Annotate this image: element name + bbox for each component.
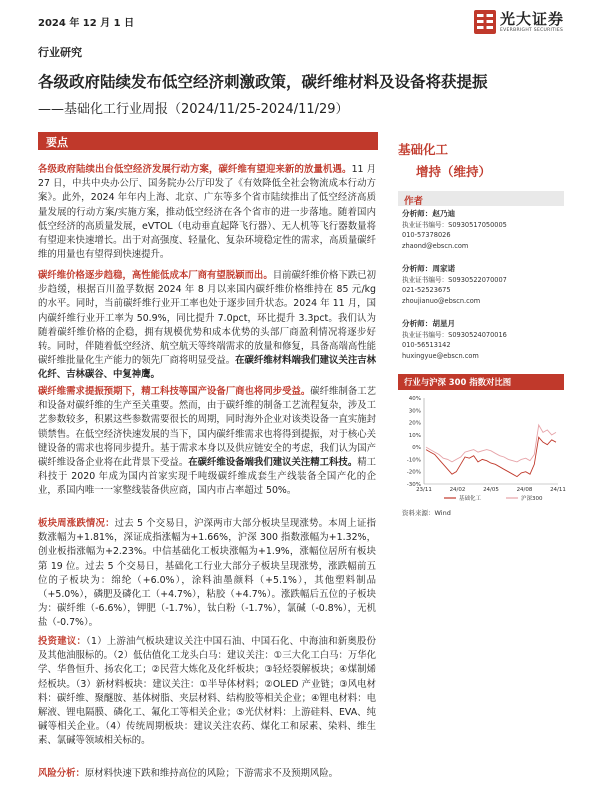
legend-label: 基础化工 [459,496,482,502]
analyst-role: 分析师： [402,319,433,328]
paragraph-market [38,517,376,631]
x-tick-label: 24/08 [516,487,533,493]
paragraph-text: 过去 5 个交易日，沪深两市大部分板块呈现涨势。本周上证指数涨幅为+1.81%，深证成指涨幅为+1.66%，沪深 300 指数涨幅为+1.32%，创业板指涨幅为+2.23%。中信基础化工板块涨幅为+1.9%，涨幅位居所有板块第 19 位。过去 5 个交易日，基础化工行业大部分子板块呈现涨势，涨跌幅前五位的子板块为：绵纶（+6.0%），涂料油墨颜料（+5.1%），其他塑料制品（+5.0%），磷肥及磷化工（+4.7%），粘胶（+4.7%）。涨跌幅后五位的子板块为：碳纤维（-6.6%），钾肥（-1.7%），钛白粉（-1.7%），氯碱（-0.8%），无机盐（-0.7%）。 [38,518,376,629]
legend-label: 沪深300 [521,496,543,502]
series-line [426,437,556,476]
authors-header [398,191,564,206]
rating: 增持（维持） [416,164,492,179]
analyst-email[interactable]: zhoujianuo@ebscn.com [402,296,481,305]
x-tick-label: 24/11 [550,487,566,493]
paragraph-lead: 碳纤维需求提振预期下，精工科技等国产设备厂商也将同步受益。 [38,386,311,397]
analyst-cert: 执业证书编号：S0930524070016 [402,330,507,339]
keypoints-header [38,132,378,150]
paragraph-text: （1）上游油气板块建议关注中国石油、中国石化、中海油和新奥股份及其他油服标的。（2）低估值化工龙头白马：建议关注：①三大化工白马：万华化学、华鲁恒升、扬农化工；②民营大炼化及化纤板块；③轻烃裂解板块；④煤制烯烃板块。（3）新材料板块：建议关注：①半导体材料；②OLED 产业链；③风电材料：碳纤维、聚醚胺、基体树脂、夹层材料、结构胶等相关企业；④锂电材料：电解液、锂电隔膜、磷化工、氟化工等相关企业；⑤光伏材料：上游硅料、EVA、纯碱等相关企业。（4）传统周期板块：建议关注农药、煤化工和尿素、染料、维生素、氯碱等领域相关标的。 [38,636,376,747]
sector-name: 基础化工 [398,142,449,157]
report-category: 行业研究 [38,46,82,59]
paragraph-tail: 在碳纤维材料端我们建议关注吉林化纤、吉林碳谷、中复神鹰。 [38,355,376,381]
analyst-card [402,319,570,361]
paragraph-policy [38,163,376,262]
report-title: 各级政府陆续发布低空经济刺激政策，碳纤维材料及设备将获提振 [38,73,488,91]
analyst-phone: 010-56513142 [402,341,451,349]
analyst-cert: 执业证书编号：S0930522070007 [402,275,507,284]
report-date: 2024 年 12 月 1 日 [38,18,135,29]
everbright-logo-icon [474,10,496,34]
y-tick-label: 20% [408,420,421,427]
paragraph-price [38,269,376,383]
y-tick-label: 30% [408,408,421,415]
paragraph-text-2: 精工科技于 2020 年成为国内首家实现千吨级碳纤维成套生产线装备全国产化的企业，系国内唯一一家整线装备供应商，国内市占率超过 50%。 [38,457,376,497]
analyst-email[interactable]: zhaond@ebscn.com [402,241,469,250]
logo-english: EVERBRIGHT SECURITIES [500,28,564,33]
y-tick-label: -20% [406,469,421,476]
logo [474,8,566,38]
x-tick-label: 23/11 [416,487,432,493]
analyst-name: 胡星月 [432,319,456,328]
paragraph-risk [38,767,376,781]
authors-label: 作者 [404,196,424,207]
paragraph-investment [38,635,376,749]
chart-header [398,374,564,390]
keypoints-label: 要点 [46,136,68,149]
x-tick-label: 24/05 [483,487,499,493]
paragraph-tail: 在碳纤维设备端我们建议关注精工科技。 [188,457,358,469]
analyst-name: 周家诺 [432,264,456,273]
x-tick-label: 24/02 [449,487,466,493]
paragraph-text: 11 月 27 日，中共中央办公厅、国务院办公厅印发了《有效降低全社会物流成本行动方案》。此外，2024 年年内上海、北京、广东等多个省市陆续推出了低空经济高质量发展的行动方案/实施方案，推动低空经济在各个省市的进一步落地。随着国内低空经济的高质量发展，eVTOL（电动垂直起降飞行器）、无人机等飞行器数量将有望迎来快速增长。出于对高强度、轻量化、复杂环境稳定性的需求，高质量碳纤维的用量也有望得到快速提升。 [38,164,376,261]
paragraph-lead: 碳纤维价格逐步趋稳，高性能低成本厂商有望脱颖而出。 [38,270,273,281]
analyst-phone: 021-52523675 [402,286,451,294]
paragraph-text: 原材料快速下跌和维持高位的风险；下游需求不及预期风险。 [84,768,339,779]
analyst-phone: 010-57378026 [402,231,451,239]
y-tick-label: -10% [406,457,421,464]
industry-vs-hs300-chart [398,392,564,504]
y-tick-label: 40% [408,396,421,402]
paragraph-text: 目前碳纤维价格下跌已初步趋缓，根据百川盈孚数据 2024 年 8 月以来国内碳纤维价格维持在 85 元/kg 的水平。同时，当前碳纤维行业开工率也处于逐步回升状态。2024 年 11 月，国内碳纤维行业开工率为 50.9%，同比提升 7.0pct，环比提升 3.3pct。我们认为随着碳纤维价格的企稳，拥有规模优势和成本优势的头部厂商盈利情况将逐步好转。同时，伴随着低空经济、航空航天等终端需求的放量和修复，具备高端高性能碳纤维批量化生产能力的领先厂商将明显受益。 [38,270,376,367]
analyst-role: 分析师： [402,264,433,273]
report-subtitle: ——基础化工行业周报（2024/11/25-2024/11/29） [38,102,349,117]
analyst-cert: 执业证书编号：S0930517050005 [402,220,507,229]
chart-title: 行业与沪深 300 指数对比图 [404,377,512,387]
paragraph-lead: 投资建议： [38,636,87,647]
analyst-role: 分析师： [402,209,433,218]
paragraph-text: 碳纤维制备工艺和设备对碳纤维的生产至关重要。然而，由于碳纤维的制备工艺流程复杂，涉及工艺参数较多，积累这些参数需要很长的周期，同时海外企业对该类设备一直实施封锁禁售。在低空经济快速发展的当下，国内碳纤维需求也将得到提振，对于核心关键设备的需求也将同步提升。基于需求本身以及供应链安全的考虑，我们认为国产碳纤维设备企业将在此背景下受益。 [38,386,376,469]
y-tick-label: -30% [406,482,421,488]
analyst-name: 赵乃迪 [432,209,456,218]
analyst-card [402,209,570,251]
analyst-card [402,264,570,306]
analyst-email[interactable]: huxingyue@ebscn.com [402,351,479,360]
y-tick-label: 10% [408,432,421,439]
chart-source: 资料来源：Wind [402,509,451,517]
series-line [426,425,556,462]
paragraph-lead: 板块周涨跌情况： [38,518,115,529]
paragraph-lead: 各级政府陆续出台低空经济发展行动方案，碳纤维有望迎来新的放量机遇。 [38,164,352,175]
paragraph-lead: 风险分析： [38,768,85,779]
y-tick-label: 0% [412,445,421,452]
paragraph-equipment [38,385,376,499]
logo-name: 光大证券 [500,10,565,28]
